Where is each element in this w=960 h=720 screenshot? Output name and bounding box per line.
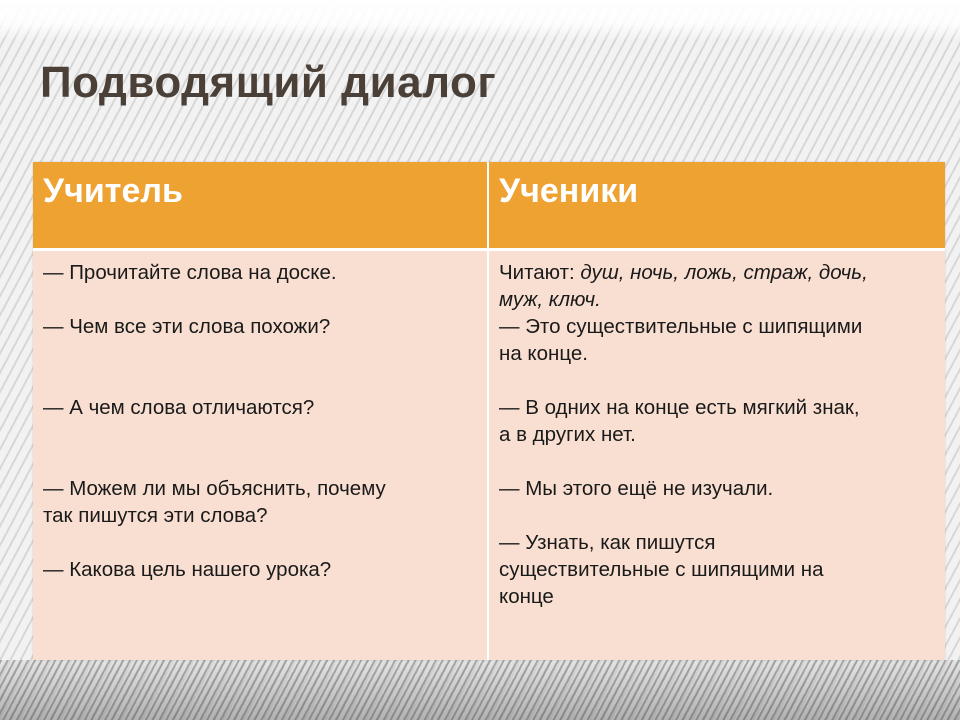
student-line: существительные с шипящими на	[499, 558, 824, 581]
spacer	[43, 340, 477, 394]
table-body-row	[33, 250, 945, 661]
reading-prefix: Читают:	[499, 261, 581, 284]
header-teacher: Учитель	[33, 162, 488, 250]
teacher-line: — Прочитайте слова на доске.	[43, 261, 337, 284]
student-line: а в других нет.	[499, 423, 636, 446]
student-line: на конце.	[499, 342, 588, 365]
teacher-line: — Можем ли мы объяснить, почему	[43, 477, 386, 500]
spacer	[499, 448, 935, 475]
slide-title: Подводящий диалог	[40, 58, 497, 107]
student-line: — Мы этого ещё не изучали.	[499, 477, 774, 500]
table-header-row	[33, 162, 945, 250]
teacher-line: — Чем все эти слова похожи?	[43, 315, 331, 338]
header-students: Ученики	[488, 162, 945, 250]
students-reading-line	[499, 259, 935, 286]
reading-words: душ, ночь, ложь, страж, дочь,	[580, 261, 868, 284]
teacher-line: — А чем слова отличаются?	[43, 396, 315, 419]
students-cell	[488, 250, 945, 661]
spacer	[43, 286, 477, 313]
student-line: — Узнать, как пишутся	[499, 531, 716, 554]
background-top-fade	[0, 0, 960, 40]
spacer	[43, 529, 477, 556]
teacher-line: так пишутся эти слова?	[43, 504, 268, 527]
reading-words-cont: муж, ключ.	[499, 288, 601, 311]
background-bottom-band	[0, 660, 960, 720]
student-line: — Это существительные с шипящими	[499, 315, 863, 338]
teacher-line: — Какова цель нашего урока?	[43, 558, 332, 581]
spacer	[43, 421, 477, 475]
teacher-cell	[33, 250, 488, 661]
spacer	[499, 367, 935, 394]
student-line: конце	[499, 585, 554, 608]
student-line: — В одних на конце есть мягкий знак,	[499, 396, 860, 419]
dialog-table	[33, 162, 945, 660]
spacer	[499, 502, 935, 529]
